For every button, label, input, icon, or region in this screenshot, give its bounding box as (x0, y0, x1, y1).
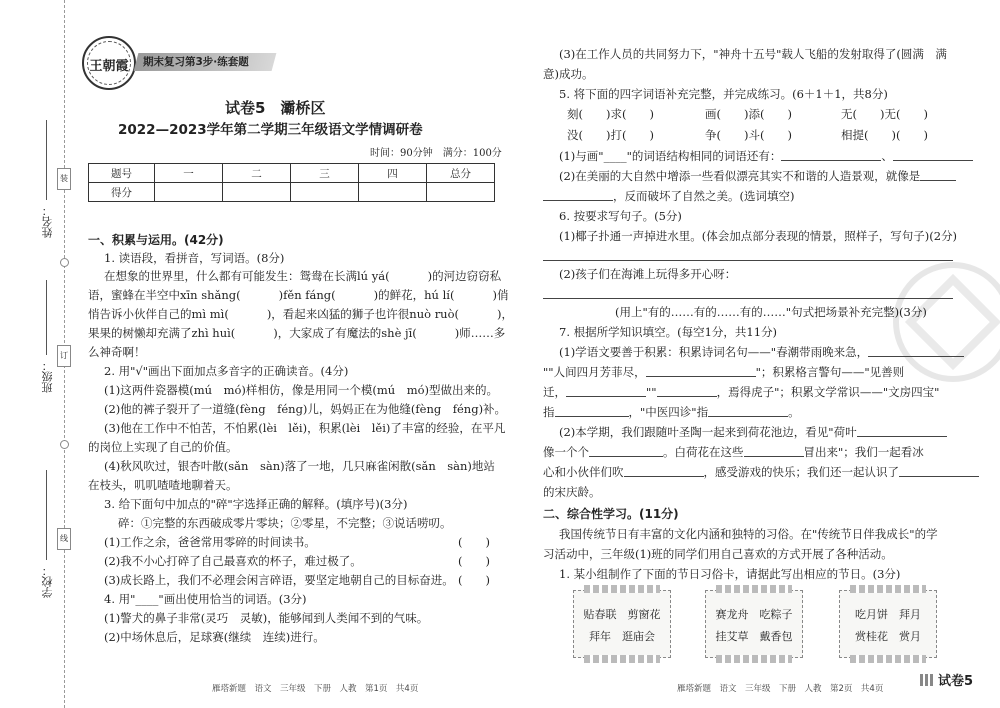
question-6: 6. 按要求写句子。(5分) (559, 209, 682, 223)
score-header-row (89, 164, 495, 183)
section-2-heading: 二、综合性学习。(11分) (543, 507, 679, 521)
section-1-heading: 一、积累与运用。(42分) (88, 233, 224, 247)
binding-tag: 装 (57, 168, 71, 190)
time-info: 时间：90分钟 满分：100分 (370, 148, 502, 159)
q2-item[interactable]: (2)他的裤子裂开了一道缝(fèng féng)儿，妈妈正在为他缝(fèng féng)补。 (104, 402, 507, 416)
score-row (89, 183, 495, 202)
q6-sub1: (1)椰子扑通一声掉进水里。(体会加点部分表现的情景，照样子，写句子)(2分) (559, 229, 958, 243)
question-3: 3. 给下面句中加点的"碎"字选择正确的解释。(填序号)(3分) (104, 497, 408, 511)
table-header: 四 (359, 164, 427, 183)
q3-item: (1)工作之余，爸爸常用零碎的时间读书。 (104, 535, 316, 549)
question-2: 2. 用"√"画出下面加点多音字的正确读音。(4分) (104, 364, 349, 378)
q1-line: 么神奇啊！ (88, 345, 146, 359)
question-s2-1: 1. 某小组制作了下面的节日习俗卡，请据此写出相应的节日。(3分) (559, 567, 901, 581)
q7-sub2-cont: 像一个个 。白荷花在这些 冒出来"；我们一起看冰 (543, 445, 924, 459)
q6-sub2: (2)孩子们在海滩上玩得多开心呀： (559, 267, 737, 281)
q7-sub1-cont: ""人间四月芳菲尽， "；积累格言警句——"见善则 (543, 365, 905, 379)
q7-sub1: (1)学语文要善于积累：积累诗词名句——"春潮带雨晚来急， (559, 344, 964, 360)
q7-sub2: (2)本学期，我们跟随叶圣陶一起来到荷花池边，看见"荷叶 (559, 424, 947, 440)
answer-paren[interactable]: ( ) (458, 535, 490, 549)
answer-blank[interactable] (543, 189, 613, 201)
q3-definition: 碎：①完整的东西破成零片零块；②零星，不完整；③说话唠叨。 (118, 516, 452, 530)
q2-item[interactable]: (3)他在工作中不怕苦，不怕累(lèi lěi)，积累(lèi lěi)了丰富的经验，在平凡 (104, 421, 506, 435)
review-badge: 期末复习第3步·练套题 (143, 56, 249, 68)
table-header: 总分 (427, 164, 495, 183)
answer-blank[interactable] (657, 385, 717, 397)
custom-card (573, 590, 671, 658)
name-field[interactable] (46, 120, 47, 200)
school-label: 学校： (41, 565, 54, 598)
custom-card (839, 590, 937, 658)
question-1: 1. 读语段，看拼音，写词语。(8分) (104, 251, 285, 265)
score-table (88, 163, 495, 202)
answer-blank[interactable] (708, 405, 788, 417)
intro-text: 习活动中，三年级(1)班的同学们用自己喜欢的方式开展了各种活动。 (543, 547, 893, 561)
idiom-item[interactable]: 无( )无( ) (841, 107, 928, 121)
page-footer: 雁塔新题 语文 三年级 下册 人教 第2页 共4页 (677, 684, 884, 694)
custom-card (705, 590, 803, 658)
answer-blank[interactable] (868, 345, 964, 357)
card-line: 挂艾草 戴香包 (715, 630, 793, 643)
q4-item[interactable]: (2)中场休息后，足球赛(继续 连续)进行。 (104, 630, 325, 644)
answer-blank[interactable] (744, 445, 804, 457)
answer-blank[interactable] (646, 365, 756, 377)
question-4: 4. 用"____"画出使用恰当的词语。(3分) (104, 592, 307, 606)
card-line: 吃月饼 拜月 (855, 608, 921, 621)
answer-blank[interactable] (893, 149, 973, 161)
score-cell[interactable] (291, 183, 359, 202)
intro-text: 我国传统节日有丰富的文化内涵和独特的习俗。在"传统节日伴我成长"的学 (559, 527, 938, 541)
q7-sub1-cont: 指 ，"中医四诊"指 。 (543, 405, 800, 419)
watermark-stamp (893, 262, 1000, 382)
q5-sub1: (1)与画"____"的词语结构相同的词语还有： 、 (559, 148, 973, 164)
page-footer: 雁塔新题 语文 三年级 下册 人教 第1页 共4页 (212, 684, 419, 694)
answer-blank[interactable] (857, 425, 947, 437)
q3-item: (2)我不小心打碎了自己最喜欢的杯子，难过极了。 (104, 554, 362, 568)
q5-sub2: (2)在美丽的大自然中增添一些看似漂亮其实不和谐的人造景观，就像是 (559, 168, 956, 184)
q2-item[interactable]: (1)这两件瓷器模(mú mó)样相仿，像是用同一个模(mú mó)型做出来的。 (104, 383, 499, 397)
question-7: 7. 根据所学知识填空。(每空1分，共11分) (559, 325, 778, 339)
q7-sub2-cont: 的宋庆龄。 (543, 485, 601, 499)
q6-sub2-note: (用上"有的……有的……有的……"句式把场景补充完整)(3分) (615, 305, 927, 319)
table-header: 三 (291, 164, 359, 183)
logo-text: 王朝霞 (89, 59, 129, 74)
table-header: 题号 (89, 164, 155, 183)
answer-blank[interactable] (781, 149, 881, 161)
q2-item-cont: 的岗位上实现了自己的价值。 (88, 440, 238, 454)
answer-blank[interactable] (589, 445, 663, 457)
table-header: 一 (155, 164, 223, 183)
q4-item-cont: 意)成功。 (543, 67, 594, 81)
page-tag: 试卷5 (938, 674, 974, 689)
answer-blank[interactable] (555, 405, 629, 417)
writing-line[interactable] (543, 298, 953, 299)
q1-line: 在想象的世界里，什么都有可能发生：鸳鸯在长满lú yá( )的河边窃窃私 (104, 269, 502, 283)
q4-item[interactable]: (1)警犬的鼻子非常(灵巧 灵敏)，能够闻到人类闻不到的气味。 (104, 611, 429, 625)
table-header: 二 (223, 164, 291, 183)
q7-sub2-cont: 心和小伙伴们吹 ，感受游戏的快乐；我们还一起认识了 (543, 464, 979, 480)
q1-line: 语，蜜蜂在半空中xīn shǎng( )fěn fáng( )的鲜花，hú lí( )俏 (88, 288, 509, 302)
answer-blank[interactable] (624, 465, 704, 477)
binding-gutter (0, 0, 72, 708)
right-page (505, 0, 1000, 708)
writing-line[interactable] (543, 260, 953, 261)
card-line: 赛龙舟 吃粽子 (715, 608, 793, 621)
answer-blank[interactable] (899, 465, 979, 477)
score-cell[interactable] (223, 183, 291, 202)
q3-item: (3)成长路上，我们不必理会闲言碎语，要坚定地朝自己的目标奋进。 (104, 573, 454, 587)
idiom-item[interactable]: 相提( )( ) (841, 128, 928, 142)
q5-sub2-cont: ，反而破坏了自然之美。(选词填空) (543, 188, 794, 204)
q1-line: 悄告诉小伙伴自己的mì mì( )，看起来凶猛的狮子也许很nuò ruò( )， (88, 307, 514, 321)
paper-title: 试卷5 灞桥区 (225, 99, 326, 117)
score-cell[interactable] (155, 183, 223, 202)
answer-paren[interactable]: ( ) (458, 554, 490, 568)
class-label: 班级： (41, 360, 54, 393)
idiom-item[interactable]: 刻( )求( ) (567, 107, 654, 121)
score-row-label: 得分 (89, 183, 155, 202)
card-line: 赏桂花 赏月 (855, 630, 921, 643)
binding-dot (60, 440, 69, 449)
binding-tag: 线 (57, 528, 71, 550)
answer-blank[interactable] (566, 385, 646, 397)
question-5: 5. 将下面的四字词语补充完整，并完成练习。(6＋1＋1，共8分) (559, 87, 888, 101)
name-label: 姓名： (41, 205, 54, 238)
score-cell[interactable] (359, 183, 427, 202)
card-line: 贴春联 剪窗花 (583, 608, 661, 621)
paper-subtitle: 2022—2023学年第二学期三年级语文学情调研卷 (118, 122, 423, 138)
q2-item-cont: 在枝头，叽叽喳喳地聊着天。 (88, 478, 238, 492)
answer-paren[interactable]: ( ) (458, 573, 490, 587)
score-cell[interactable] (427, 183, 495, 202)
idiom-item[interactable]: 争( )斗( ) (705, 128, 792, 142)
class-field[interactable] (46, 280, 47, 355)
q1-line: 果果的树懒却充满了zhì huì( )，大家成了有魔法的shè jī( )师……多 (88, 326, 506, 340)
q4-item[interactable]: (3)在工作人员的共同努力下，"神舟十五号"载人飞船的发射取得了(圆满 满 (559, 47, 947, 61)
card-line: 拜年 逛庙会 (589, 630, 655, 643)
idiom-item[interactable]: 没( )打( ) (567, 128, 654, 142)
brand-logo (82, 36, 136, 90)
idiom-item[interactable]: 画( )添( ) (705, 107, 792, 121)
q2-item[interactable]: (4)秋风吹过，银杏叶散(sǎn sàn)落了一地，几只麻雀闲散(sǎn sàn)地站 (104, 459, 495, 473)
school-field[interactable] (46, 470, 47, 560)
page-tag-box (920, 668, 1000, 692)
binding-dot (60, 258, 69, 267)
answer-blank[interactable] (920, 169, 956, 181)
q7-sub1-cont: 迁， "" ，焉得虎子"；积累文学常识——"文房四宝" (543, 385, 940, 399)
binding-tag: 订 (57, 345, 71, 367)
